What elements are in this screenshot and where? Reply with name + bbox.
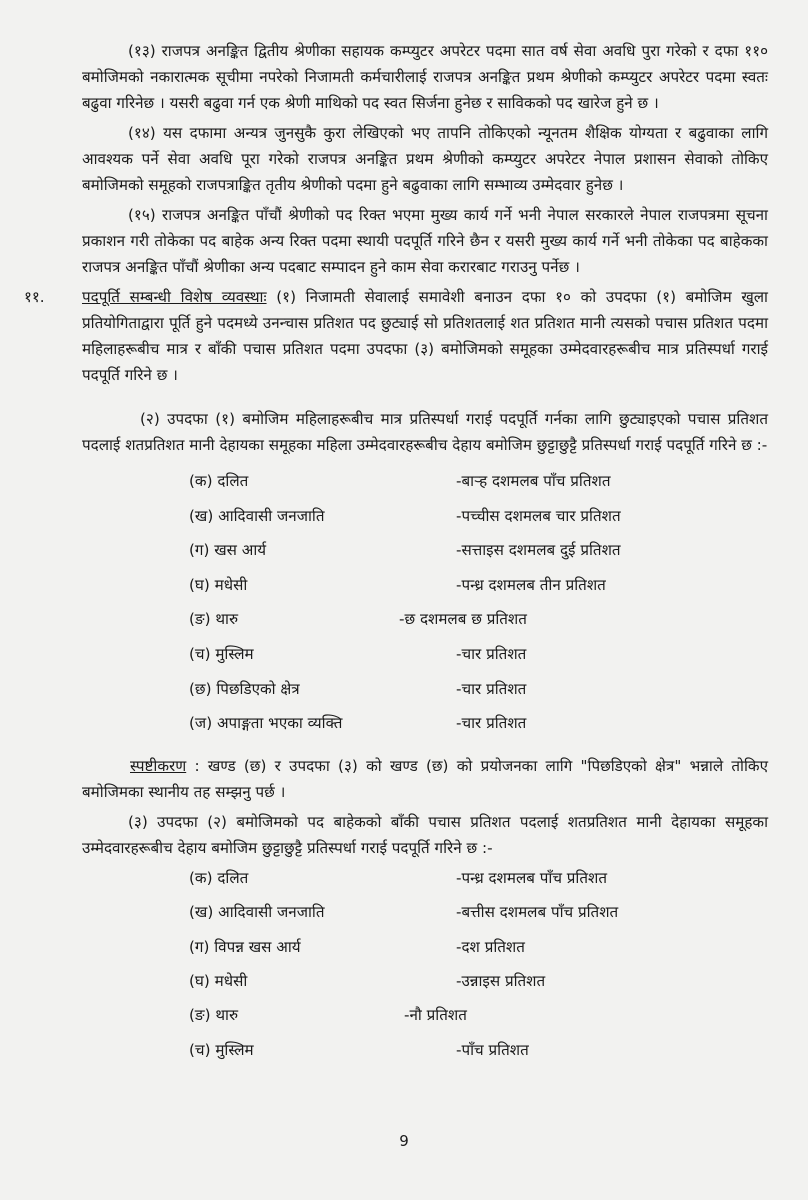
list-item-value: -पाँच प्रतिशत — [456, 1040, 529, 1059]
list-item-value: -छ दशमलब छ प्रतिशत — [399, 610, 527, 629]
list-item-label: (क) दलित — [189, 868, 249, 887]
explanation — [82, 753, 768, 805]
paragraph-13-text: (१३) राजपत्र अनङ्कित द्वितीय श्रेणीका सहायक कम्प्युटर अपरेटर पदमा सात वर्ष सेवा अवधि पुरा गरेको र दफा ११० बमोजिमको नकारात्मक सूचीमा नपरेको निजामती कर्मचारीलाई राजपत्र अनङ्कित प्रथम श्रेणीको कम्प्युटर अपरेटर पदमा स्वतः बढुवा गरिनेछ । यसरी बढुवा गर्न एक श्रेणी माथिको पद स्वत सिर्जना हुनेछ र साविकको पद खारेज हुने छ । — [82, 42, 768, 112]
list-item-label: (क) दलित — [189, 472, 249, 490]
list-item-value: -नौ प्रतिशत — [404, 1006, 467, 1025]
list-item-label: (घ) मधेसी — [189, 575, 248, 594]
paragraph-14 — [82, 120, 768, 198]
paragraph-14-text: (१४) यस दफामा अन्यत्र जुनसुकै कुरा लेखिएको भए तापनि तोकिएको न्यूनतम शैक्षिक योग्यता र बढुवाका लागि आवश्यक पर्ने सेवा अवधि पूरा गरेको राजपत्र अनङ्कित प्रथम श्रेणीको कम्प्युटर अपरेटर नेपाल प्रशासन सेवाको तोकिए बमोजिमको समूहको राजपत्राङ्कित तृतीय श्रेणीको पदमा हुने बढुवाका लागि सम्भाव्य उम्मेदवार हुनेछ । — [82, 124, 768, 194]
list-item — [82, 968, 768, 1002]
list-item — [82, 468, 768, 503]
list-item — [82, 710, 768, 745]
list-item-label: (ज) अपाङ्गता भएका व्यक्ति — [189, 714, 343, 733]
list-item-label: (छ) पिछडिएको क्षेत्र — [189, 679, 300, 698]
page-number: 9 — [399, 1132, 409, 1150]
list-item-value: -बाऱ्ह दशमलब पाँच प्रतिशत — [456, 472, 611, 490]
list-item — [82, 899, 768, 933]
paragraph-15 — [82, 202, 768, 280]
subsection-3-text: (३) उपदफा (२) बमोजिमको पद बाहेकको बाँकी पचास प्रतिशत पदलाई शतप्रतिशत मानी देहायका समूहका उम्मेदवारहरूबीच देहाय बमोजिम छुट्टाछुट्टै प्रतिस्पर्धा गराई पदपूर्ति गरिने छ :- — [82, 812, 768, 857]
explanation-text: : खण्ड (छ) र उपदफा (३) को खण्ड (छ) को प्रयोजनका लागि "पिछडिएको क्षेत्र" भन्नाले तोकिए बमोजिमका स्थानीय तह सम्झनु पर्छ । — [82, 756, 768, 801]
list-item — [82, 934, 768, 968]
section-11 — [24, 284, 768, 388]
list-item — [82, 1037, 768, 1071]
subsection-2-text: (२) उपदफा (१) बमोजिम महिलाहरूबीच मात्र प्रतिस्पर्धा गराई पदपूर्ति गर्नका लागि छुट्याइएको पचास प्रतिशत पदलाई शतप्रतिशत मानी देहायका समूहका महिला उम्मेदवारहरूबीच देहाय बमोजिम छुट्टाछुट्टै प्रतिस्पर्धा गराई पदपूर्ति गरिने छ :- — [82, 410, 768, 454]
list-item — [82, 865, 768, 899]
paragraph-13 — [82, 38, 768, 116]
list-item — [82, 606, 768, 641]
list-item-value: -सत्ताइस दशमलब दुई प्रतिशत — [456, 541, 621, 560]
list-item-label: (घ) मधेसी — [189, 971, 248, 990]
section-11-text: (१) निजामती सेवालाई समावेशी बनाउन दफा १० को उपदफा (१) बमोजिम खुला प्रतियोगिताद्वारा पूर्ति हुने पदमध्ये उनन्चास प्रतिशत पद छुट्याई सो प्रतिशतलाई शत प्रतिशत मानी त्यसको पचास प्रतिशत पदमा महिलाहरूबीच मात्र र बाँकी पचास प्रतिशत पदमा उपदफा (३) बमोजिमको समूहका उम्मेदवारहरूबीच मात्र प्रतिस्पर्धा गराई पदपूर्ति गरिने छ । — [82, 288, 768, 384]
section-11-number: ११. — [24, 288, 45, 306]
section-11-heading: पदपूर्ति सम्बन्धी विशेष व्यवस्थाः — [82, 288, 267, 306]
list-item-value: -पन्ध्र दशमलब तीन प्रतिशत — [456, 575, 606, 594]
list-item-label: (ख) आदिवासी जनजाति — [189, 506, 325, 525]
women-quota-list — [82, 468, 768, 745]
list-item-value: -चार प्रतिशत — [456, 679, 527, 698]
list-item — [82, 503, 768, 538]
list-item — [82, 1002, 768, 1036]
subsection-3 — [82, 809, 768, 861]
list-item-value: -चार प्रतिशत — [456, 714, 527, 733]
list-item-label: (ग) खस आर्य — [189, 541, 267, 560]
list-item-label: (ग) विपन्न खस आर्य — [189, 937, 301, 956]
list-item-label: (च) मुस्लिम — [189, 1040, 254, 1059]
subsection-2 — [82, 406, 768, 458]
list-item-label: (ङ) थारु — [189, 610, 239, 629]
list-item-value: -उन्नाइस प्रतिशत — [456, 971, 546, 990]
list-item-label: (च) मुस्लिम — [189, 644, 254, 663]
explanation-term: स्पष्टीकरण — [130, 756, 187, 775]
list-item-label: (ख) आदिवासी जनजाति — [189, 903, 325, 922]
general-quota-list — [82, 865, 768, 1071]
list-item — [82, 572, 768, 607]
list-item-value: -पच्चीस दशमलब चार प्रतिशत — [456, 506, 621, 525]
list-item-value: -चार प्रतिशत — [456, 644, 527, 663]
list-item — [82, 676, 768, 711]
paragraph-15-text: (१५) राजपत्र अनङ्कित पाँचौं श्रेणीको पद रिक्त भएमा मुख्य कार्य गर्ने भनी नेपाल सरकारले नेपाल राजपत्रमा सूचना प्रकाशन गरी तोकेका पद बाहेक अन्य रिक्त पदमा स्थायी पदपूर्ति गरिने छैन र यसरी मुख्य कार्य गर्ने भनी तोकेका पद बाहेकका राजपत्र अनङ्कित पाँचौं श्रेणीका अन्य पदबाट सम्पादन हुने काम सेवा करारबाट गराउनु पर्नेछ । — [82, 206, 768, 276]
list-item — [82, 537, 768, 572]
list-item-value: -बत्तीस दशमलब पाँच प्रतिशत — [456, 903, 619, 922]
list-item — [82, 641, 768, 676]
list-item-value: -दश प्रतिशत — [456, 937, 525, 956]
list-item-label: (ङ) थारु — [189, 1006, 239, 1025]
list-item-value: -पन्ध्र दशमलब पाँच प्रतिशत — [456, 868, 608, 887]
